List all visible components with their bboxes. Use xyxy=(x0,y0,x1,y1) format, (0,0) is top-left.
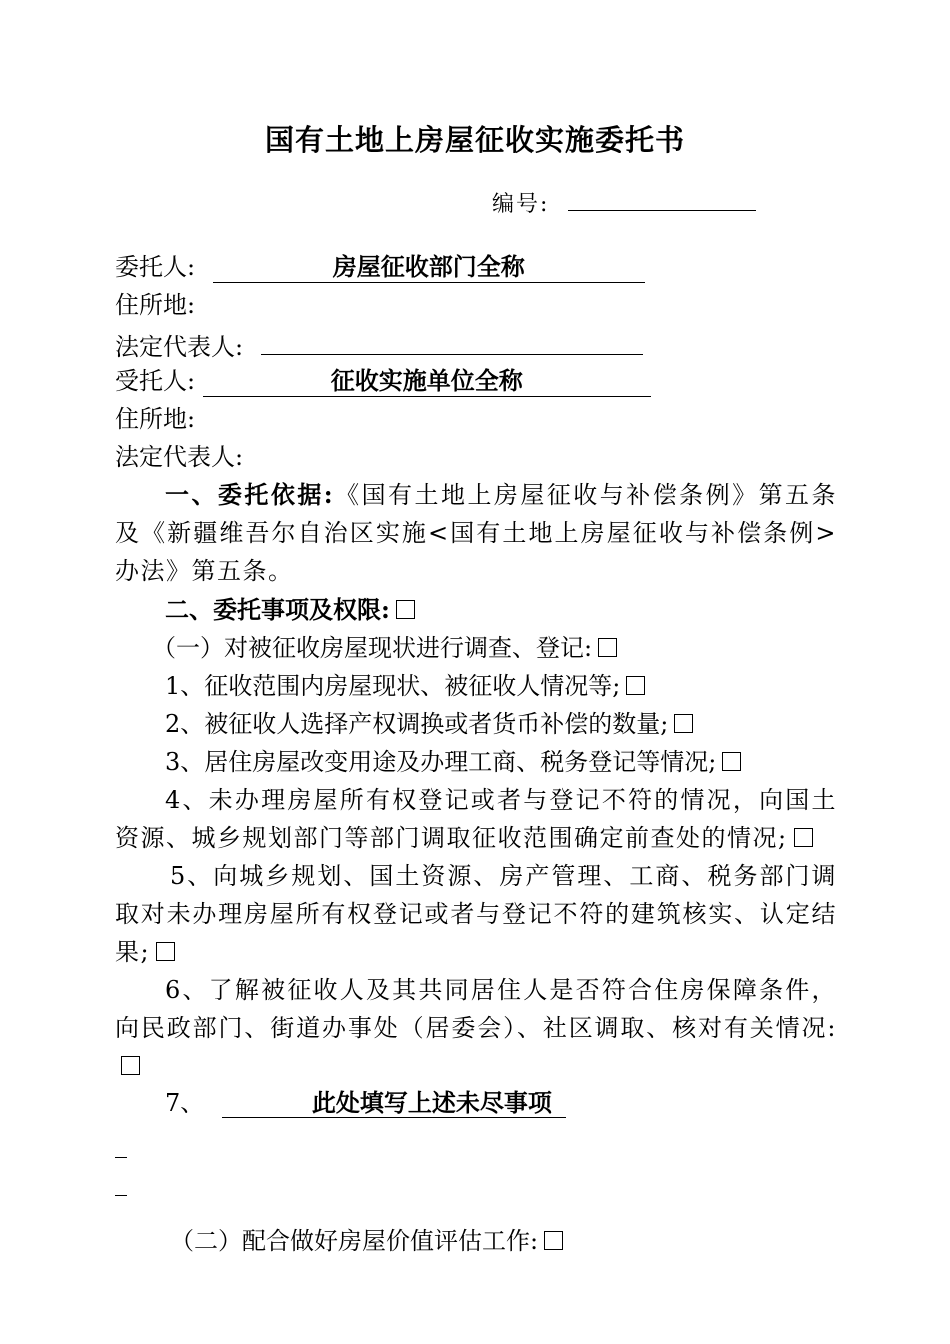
client-label: 委托人: xyxy=(115,253,196,281)
document-title: 国有土地上房屋征收实施委托书 xyxy=(264,123,685,157)
sub1-row xyxy=(152,629,617,667)
number-field xyxy=(492,180,756,218)
list-item xyxy=(115,971,837,1085)
item7-number: 7、 xyxy=(165,1089,205,1117)
checkbox[interactable] xyxy=(544,1231,563,1250)
checkbox[interactable] xyxy=(722,752,741,771)
sub2-row xyxy=(170,1222,563,1260)
item-text: 4、未办理房屋所有权登记或者与登记不符的情况，向国土资源、城乡规划部门等部门调取征收范围确定前查处的情况; xyxy=(115,786,837,852)
matters-heading: 二、委托事项及权限: xyxy=(165,595,390,624)
checkbox[interactable] xyxy=(396,600,415,619)
checkbox[interactable] xyxy=(794,828,813,847)
item7-value[interactable]: 此处填写上述未尽事项 xyxy=(222,1088,566,1118)
basis-heading: 一、委托依据: xyxy=(165,480,335,509)
item7-row xyxy=(165,1084,566,1122)
client-legal-rep-label: 法定代表人: xyxy=(115,333,244,361)
list-item xyxy=(115,781,837,857)
list-item xyxy=(165,667,645,705)
list-item xyxy=(115,857,837,971)
checkbox[interactable] xyxy=(121,1056,140,1075)
trustee-address-label: 住所地: xyxy=(115,405,196,433)
list-item xyxy=(165,743,741,781)
item-text: 6、了解被征收人及其共同居住人是否符合住房保障条件，向民政部门、街道办事处（居委会）、社区调取、核对有关情况: xyxy=(115,976,837,1042)
blank-line xyxy=(115,1195,127,1196)
checkbox[interactable] xyxy=(626,676,645,695)
trustee-legal-rep-label: 法定代表人: xyxy=(115,443,244,471)
checkbox[interactable] xyxy=(674,714,693,733)
trustee-label: 受托人: xyxy=(115,367,196,395)
client-address-label: 住所地: xyxy=(115,291,196,319)
basis-paragraph xyxy=(115,476,837,590)
number-label: 编号: xyxy=(492,192,550,217)
checkbox[interactable] xyxy=(598,638,617,657)
trustee-row xyxy=(115,362,651,400)
client-legal-rep-row xyxy=(115,324,643,366)
blank-line xyxy=(115,1157,127,1158)
sub1-label: （一）对被征收房屋现状进行调查、登记: xyxy=(152,634,593,662)
item-text: 5、向城乡规划、国土资源、房产管理、工商、税务部门调取对未办理房屋所有权登记或者与登记不符的建筑核实、认定结果; xyxy=(115,862,837,966)
matters-heading-row xyxy=(165,591,415,629)
number-blank[interactable] xyxy=(568,180,756,211)
item-text: 2、被征收人选择产权调换或者货币补偿的数量; xyxy=(165,710,669,738)
item-text: 1、征收范围内房屋现状、被征收人情况等; xyxy=(165,672,621,700)
basis-text: 《国有土地上房屋征收与补偿条例》第五条及《新疆维吾尔自治区实施<国有土地上房屋征收与补偿条例>办法》第五条。 xyxy=(115,481,838,585)
item-text: 3、居住房屋改变用途及办理工商、税务登记等情况; xyxy=(165,748,717,776)
client-value[interactable]: 房屋征收部门全称 xyxy=(213,252,645,283)
list-item xyxy=(165,705,693,743)
client-legal-rep-blank[interactable] xyxy=(261,324,643,355)
trustee-value[interactable]: 征收实施单位全称 xyxy=(203,366,651,397)
sub2-label: （二）配合做好房屋价值评估工作: xyxy=(170,1227,539,1255)
client-row xyxy=(115,248,645,286)
checkbox[interactable] xyxy=(156,942,175,961)
